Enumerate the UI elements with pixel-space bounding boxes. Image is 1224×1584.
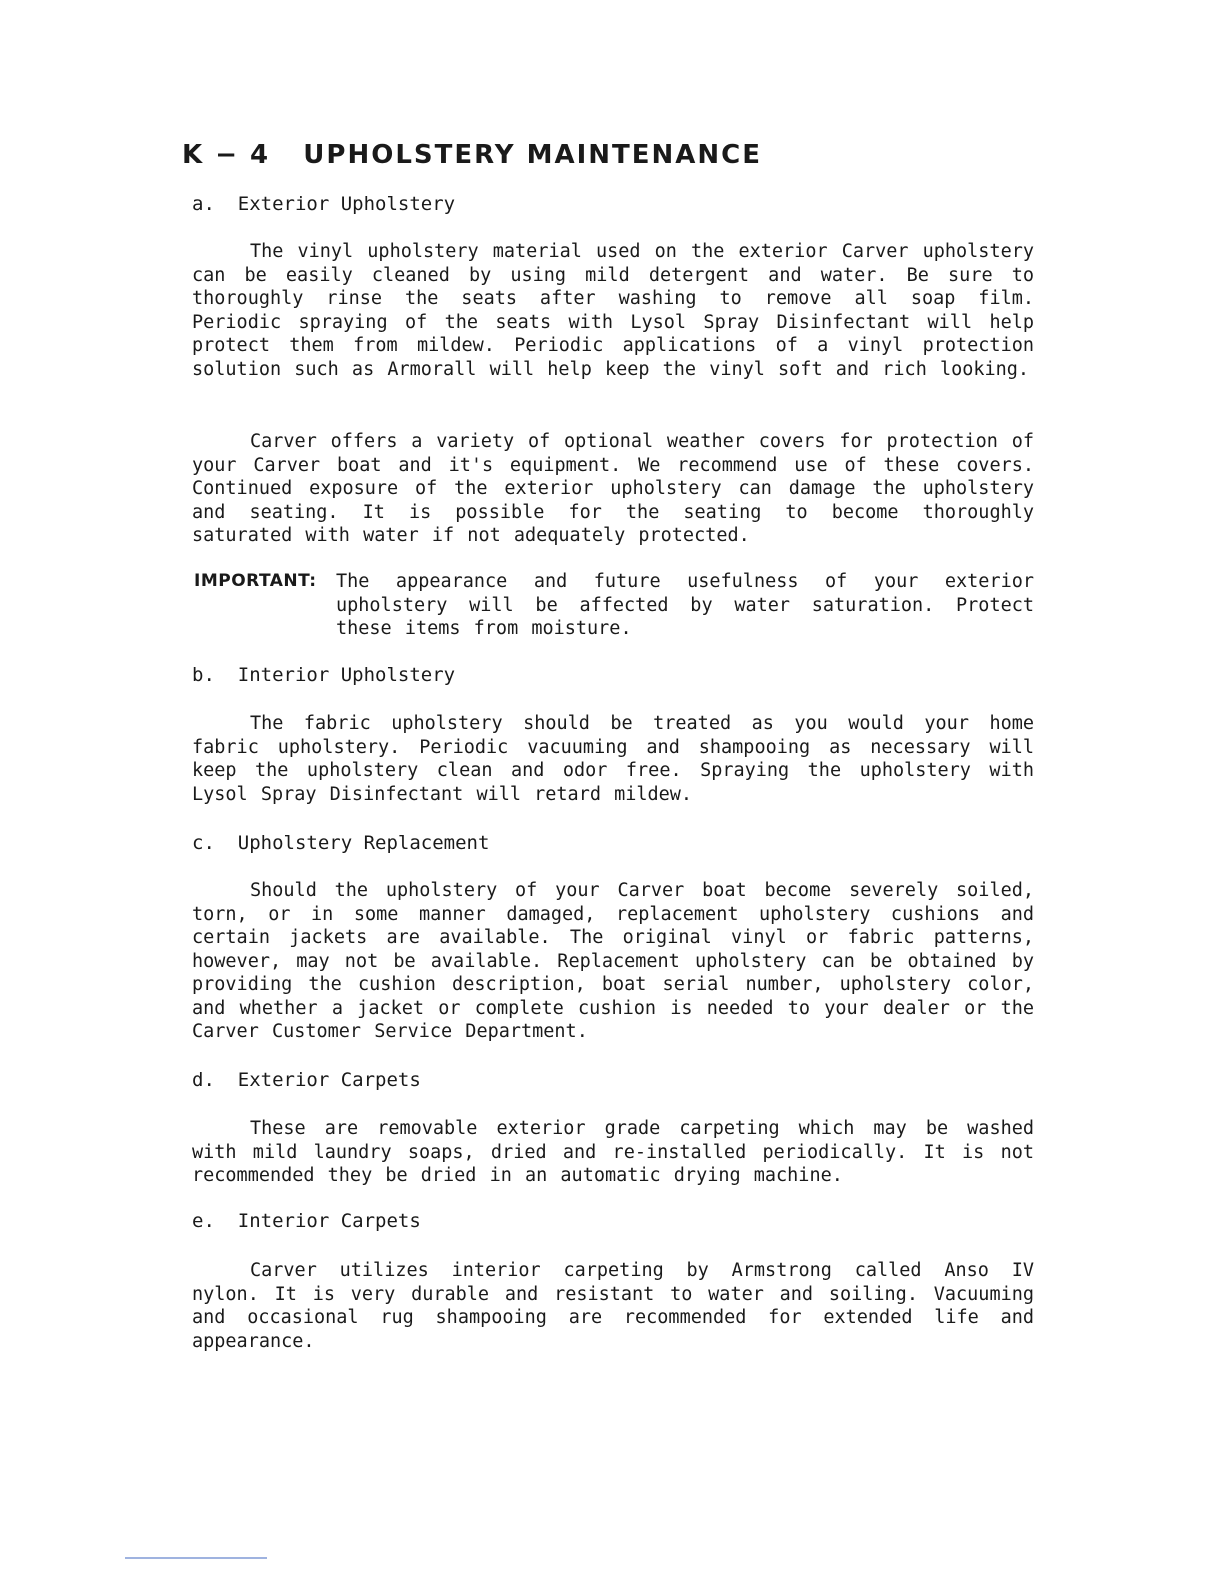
important-text: The appearance and future usefulness of your exterior upholstery will be affected by water saturation. Protect these items from moisture. [336, 571, 1034, 639]
paragraph-weather-covers: Carver offers a variety of optional weather covers for protection of your Carver boat and it's equipment. We recommend use of these covers. Continued exposure of the exterior upholstery can damage the upholstery and seating. It is possible for the seating to become thoroughly saturated with water if not adequately protected. [192, 431, 1034, 546]
important-label: IMPORTANT: [194, 571, 317, 591]
paragraph-interior-upholstery: The fabric upholstery should be treated as you would your home fabric upholstery. Periodic vacuuming and shampooing as necessary will keep the upholstery clean and odor free. Spraying the upholstery with Lysol Spray Disinfectant will retard mildew. [192, 713, 1034, 805]
section-heading-upholstery-replacement: c. Upholstery Replacement [192, 832, 490, 854]
section-heading-interior-carpets: e. Interior Carpets [192, 1210, 421, 1232]
paragraph-interior-carpets: Carver utilizes interior carpeting by Armstrong called Anso IV nylon. It is very durable and resistant to water and soiling. Vacuuming and occasional rug shampooing are recommended for extended life and appearance. [192, 1260, 1034, 1352]
page-title: K − 4 UPHOLSTERY MAINTENANCE [182, 140, 762, 170]
section-heading-exterior-upholstery: a. Exterior Upholstery [192, 193, 456, 215]
paragraph-exterior-upholstery-cleaning: The vinyl upholstery material used on the exterior Carver upholstery can be easily cleaned by using mild detergent and water. Be sure to thoroughly rinse the seats after washing to remove all soap film. Periodic spraying of the seats with Lysol Spray Disinfectant will help protect them from mildew. Periodic applications of a vinyl protection solution such as Armorall will help keep the vinyl soft and rich looking. [192, 241, 1034, 380]
paragraph-upholstery-replacement: Should the upholstery of your Carver boat become severely soiled, torn, or in some manner damaged, replacement upholstery cushions and certain jackets are available. The original vinyl or fabric patterns, however, may not be available. Replacement upholstery can be obtained by providing the cushion description, boat serial number, upholstery color, and whether a jacket or complete cushion is needed to your dealer or the Carver Customer Service Department. [192, 880, 1034, 1042]
section-heading-interior-upholstery: b. Interior Upholstery [192, 664, 456, 686]
paragraph-exterior-carpets: These are removable exterior grade carpeting which may be washed with mild laundry soaps, dried and re-installed periodically. It is not recommended they be dried in an automatic drying machine. [192, 1118, 1034, 1186]
bottom-scan-line [125, 1557, 267, 1559]
section-heading-exterior-carpets: d. Exterior Carpets [192, 1069, 421, 1091]
